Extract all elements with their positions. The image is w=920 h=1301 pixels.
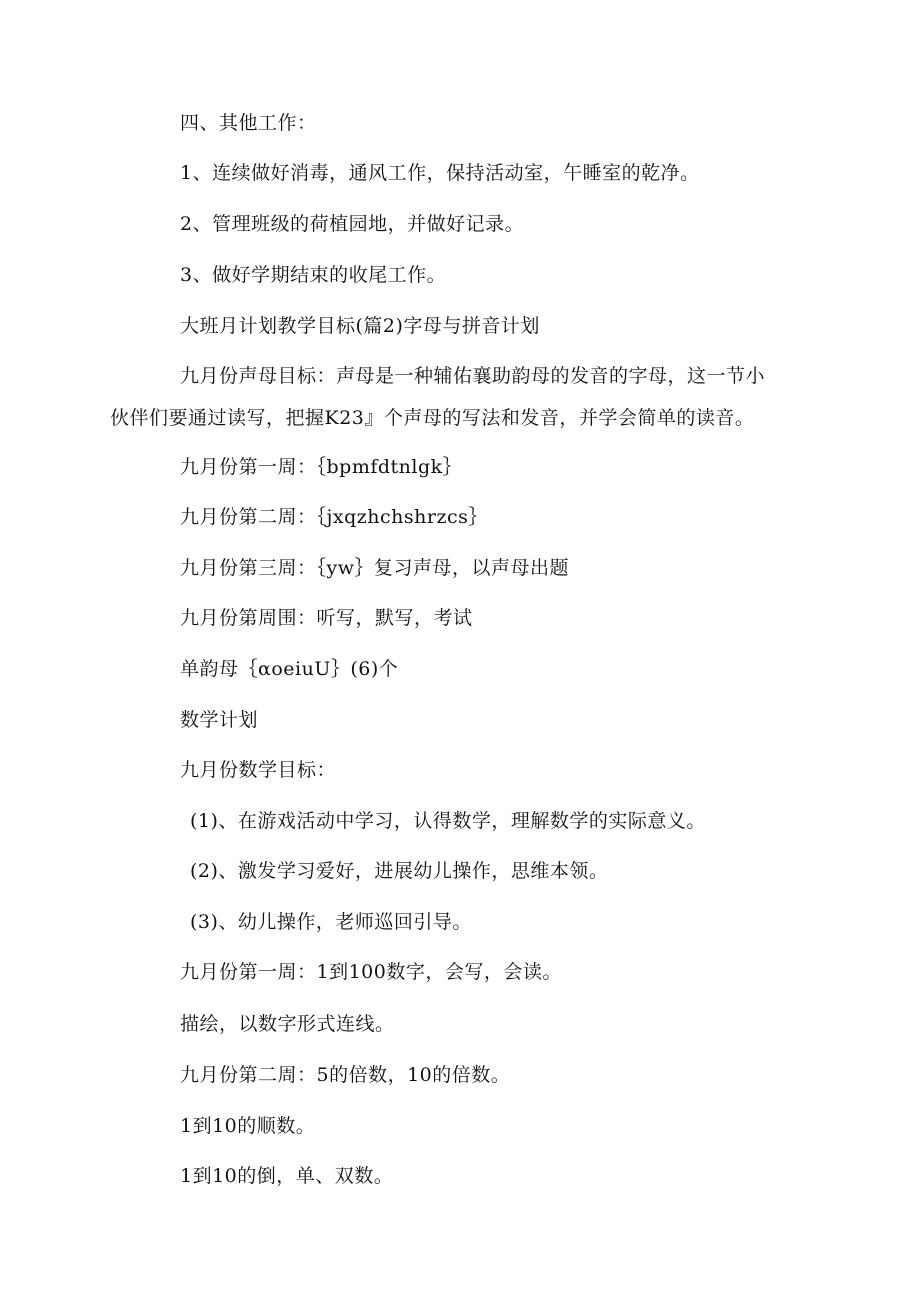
math-goal-1: (1)、在游戏活动中学习，认得数学，理解数学的实际意义。	[190, 810, 706, 832]
math-week-1: 九月份第一周：1到100数字，会写，会读。	[180, 961, 562, 983]
week-3-initials: 九月份第三周：｛yw｝复习声母，以声母出题	[180, 557, 569, 579]
paragraph-item-3: 3、做好学期结束的收尾工作。	[180, 264, 447, 286]
week-2-initials: 九月份第二周：｛jxqzhchshrzcs｝	[180, 506, 488, 528]
section-title-math-plan: 数学计划	[180, 709, 259, 731]
math-week-2-detail-1: 1到10的顺数。	[180, 1115, 316, 1137]
paragraph-item-2: 2、管理班级的荷植园地，并做好记录。	[180, 213, 525, 235]
math-goal-3: (3)、幼儿操作，老师巡回引导。	[190, 911, 472, 933]
paragraph-item-1: 1、连续做好消毒，通风工作，保持活动室，午睡室的乾净。	[180, 162, 700, 184]
section-title-pinyin-plan: 大班月计划教学目标(篇2)字母与拼音计划	[180, 315, 540, 337]
paragraph-initials-goal-continued: 伙伴们要通过读写，把握K23』个声母的写法和发音，并学会简单的读音。	[110, 407, 755, 429]
single-finals: 单韵母｛αoeiuU｝(6)个	[180, 658, 399, 680]
math-week-1-detail: 描绘，以数字形式连线。	[180, 1013, 395, 1035]
week-4-review: 九月份第周围：听写，默写，考试	[180, 607, 473, 629]
week-1-initials: 九月份第一周：｛bpmfdtnlgk｝	[180, 456, 463, 478]
math-goal-2: (2)、激发学习爱好，进展幼儿操作，思维本领。	[190, 860, 609, 882]
math-week-2-detail-2: 1到10的倒，单、双数。	[180, 1165, 394, 1187]
math-week-2: 九月份第二周：5的倍数，10的倍数。	[180, 1064, 511, 1086]
paragraph-initials-goal: 九月份声母目标：声母是一种辅佑襄助韵母的发音的字母，这一节小	[180, 365, 766, 387]
math-goal-heading: 九月份数学目标：	[180, 759, 337, 781]
section-heading-other-work: 四、其他工作：	[180, 112, 317, 134]
